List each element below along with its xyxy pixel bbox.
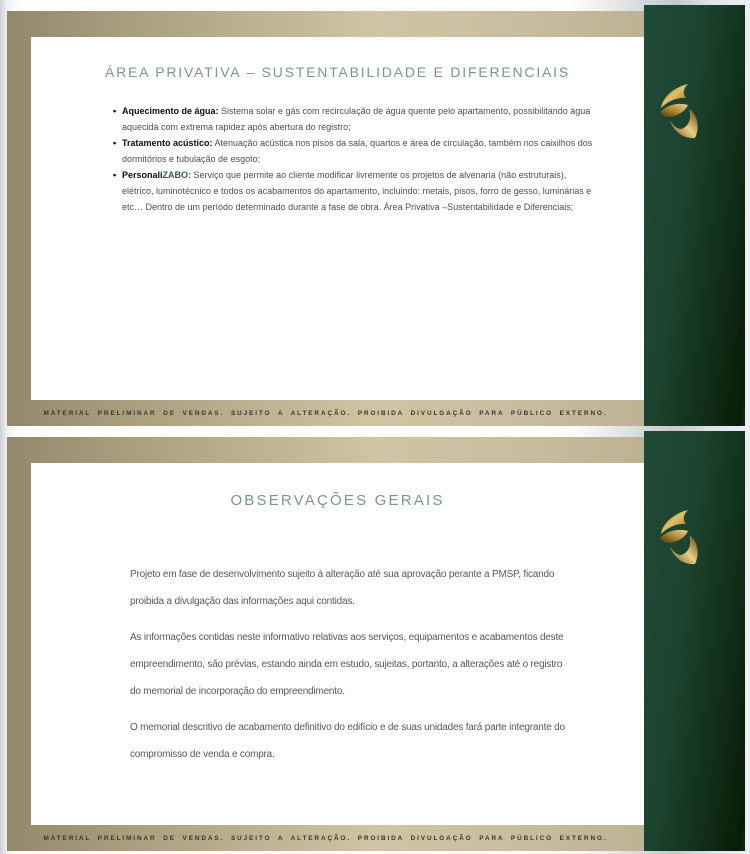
paragraph: O memorial descritivo de acabamento definitivo do edifício e de suas unidades fará parte integrante do compromisso de venda e compra. [130,722,565,760]
bullet-item [113,136,595,167]
slide-1-content-area [31,37,644,400]
bullet-item [113,168,595,215]
slide-2 [7,431,745,851]
bullet-lead: Personali [122,170,163,181]
bullet-lead-accent: ZABO: [162,170,192,181]
slide-1 [7,5,745,426]
zabo-logo-icon [657,507,704,569]
bullet-text: Atenuação acústica nos pisos da sala, quartos e área de circulação, também nos caixilhos dos dormitórios e tubulação de esgoto; [122,138,593,164]
bullet-marker: • [113,170,117,181]
bullet-marker: • [113,106,117,116]
bullet-lead: Tratamento acústico: [122,138,213,149]
slide-2-paragraphs [130,561,566,768]
slide-1-title: ÁREA PRIVATIVA – SUSTENTABILIDADE E DIFERENCIAIS [104,64,570,80]
bullet-text: Serviço que permite ao cliente modificar livremente os projetos de alvenaria (não estruturais), elétrico, luminotécnico e todos os acabamentos do apartamento, incluindo: metais, pisos, forro de gesso, luminárias e etc… Dentro de um período determinado durante a fase de obra. Área Privativa –Sustentabilidade e Diferenciais; [122,170,592,212]
slide-1-green-sidebar [644,5,745,426]
paragraph: As informações contidas neste informativo relativas aos serviços, equipamentos e acabamentos deste empreendimento, são prévias, estando ainda em estudo, sujeitas, portanto, a alterações até o registro do memorial de incorporação do empreendimento. [130,632,564,697]
slide-1-bullet-list [113,104,595,215]
slide-1-disclaimer: MATERIAL PRELIMINAR DE VENDAS. SUJEITO A ALTERAÇÃO. PROIBIDA DIVULGAÇÃO PARA PÚBLICO EXTERNO. [43,409,608,417]
bullet-lead: Aquecimento de água: [122,106,219,116]
slide-2-disclaimer: MATERIAL PRELIMINAR DE VENDAS. SUJEITO A ALTERAÇÃO. PROIBIDA DIVULGAÇÃO PARA PÚBLICO EXTERNO. [43,834,608,842]
zabo-logo-icon [657,81,704,143]
slide-2-green-sidebar [644,431,745,851]
slide-2-gold-frame [7,437,644,851]
slide-1-gold-frame [7,11,644,426]
paragraph: Projeto em fase de desenvolvimento sujeito à alteração até sua aprovação perante a PMSP, ficando proibida a divulgação das informações aqui contidas. [130,569,555,607]
bullet-text: Sistema solar e gás com recirculação de água quente pelo apartamento, possibilitando água aquecida com extrema rapidez após abertura do registro; [122,106,591,132]
bullet-item [113,104,595,135]
slide-2-title: OBSERVAÇÕES GERAIS [230,492,445,509]
slide-2-content-area [31,463,644,825]
bullet-marker: • [113,138,117,149]
